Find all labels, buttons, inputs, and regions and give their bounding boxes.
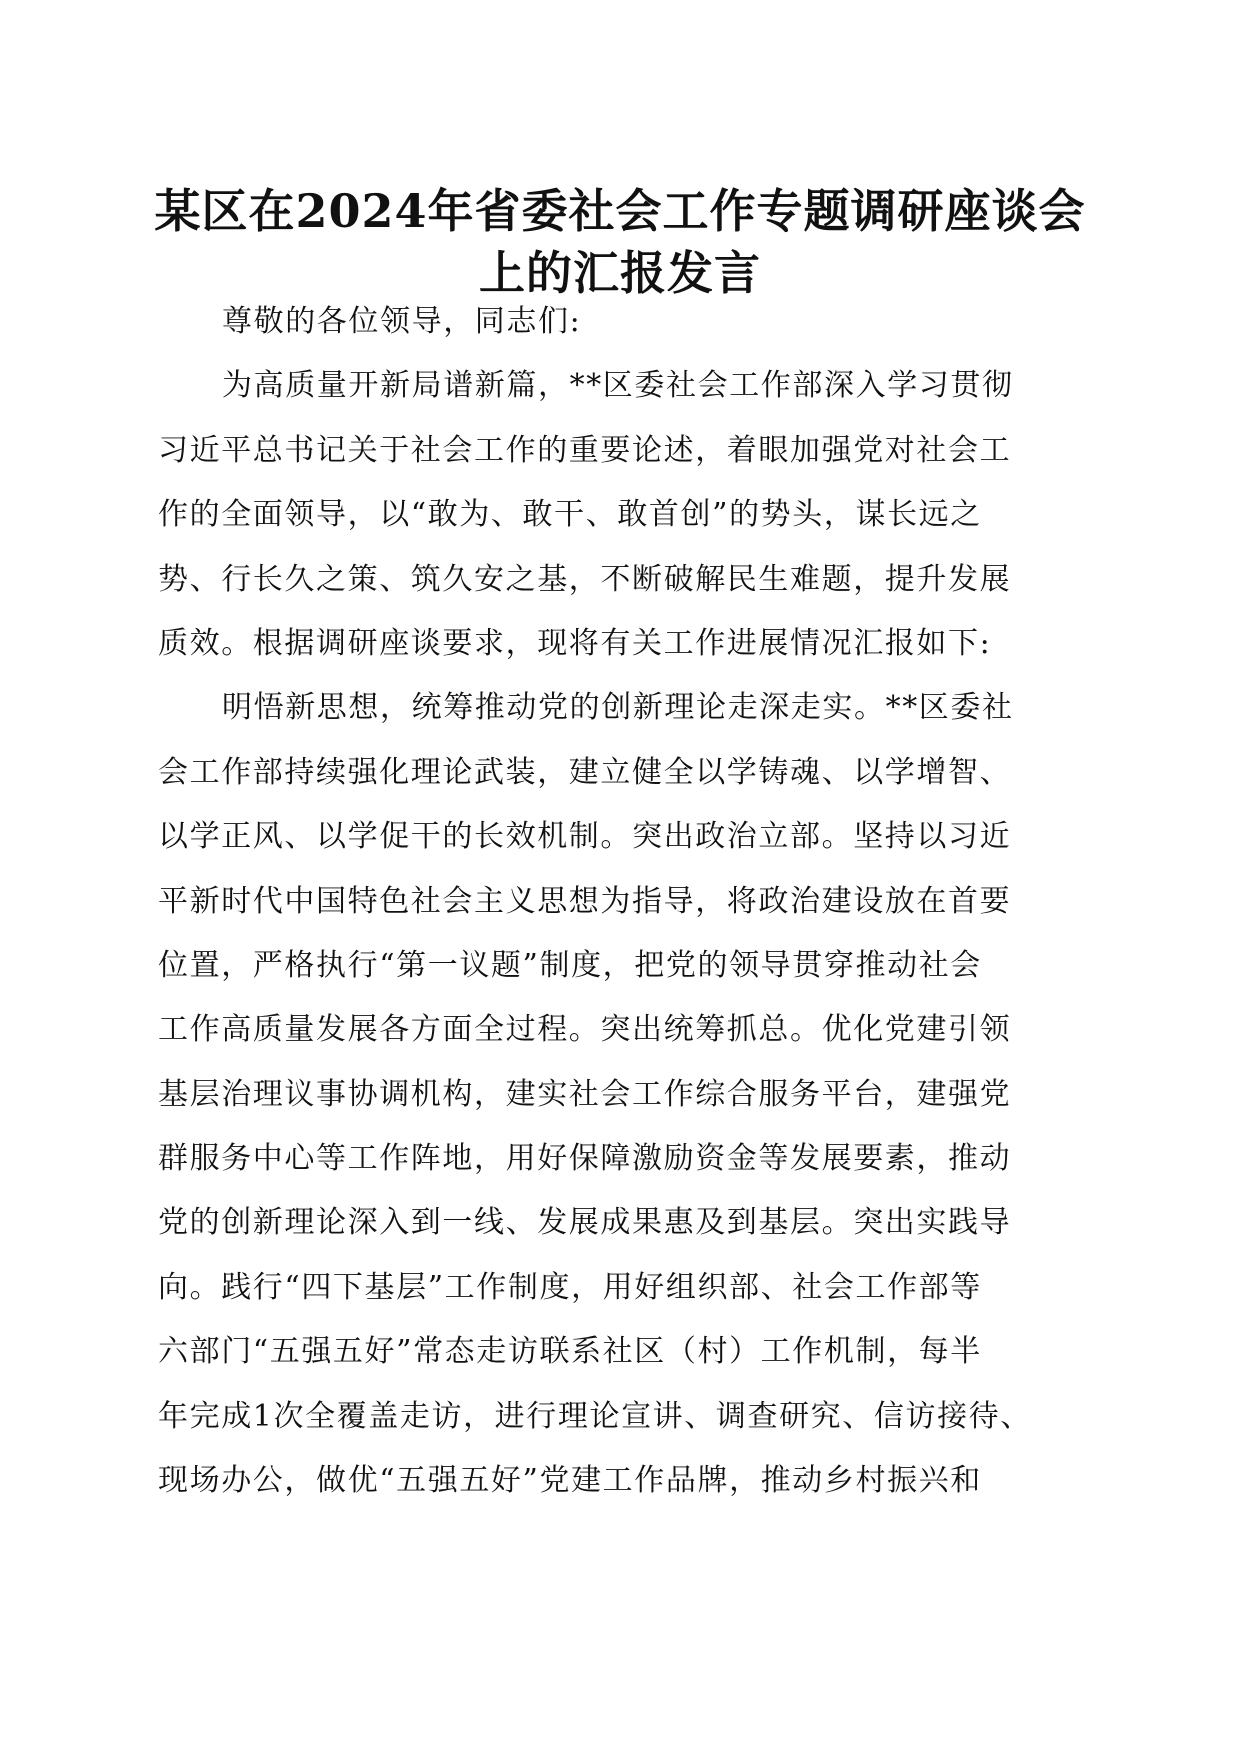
body-text-line: 势、行长久之策、筑久安之基，不断破解民生难题，提升发展 — [158, 561, 1012, 597]
body-text-line: 以学正风、以学促干的长效机制。突出政治立部。坚持以习近 — [158, 819, 1012, 855]
body-text-line: 作的全面领导，以“敢为、敢干、敢首创”的势头，谋长远之 — [158, 497, 982, 533]
body-text-line: 平新时代中国特色社会主义思想为指导，将政治建设放在首要 — [158, 883, 1012, 919]
body-text-line: 年完成1次全覆盖走访，进行理论宣讲、调查研究、信访接待、 — [158, 1398, 1032, 1434]
body-text-line: 党的创新理论深入到一线、发展成果惠及到基层。突出实践导 — [158, 1205, 1012, 1241]
body-text-line: 习近平总书记关于社会工作的重要论述，着眼加强党对社会工 — [158, 432, 1012, 468]
body-text-line: 群服务中心等工作阵地，用好保障激励资金等发展要素，推动 — [158, 1141, 1012, 1177]
body-text-line: 工作高质量发展各方面全过程。突出统筹抓总。优化党建引领 — [158, 1012, 1012, 1048]
body-text-line: 向。践行“四下基层”工作制度，用好组织部、社会工作部等 — [158, 1269, 982, 1305]
body-text-line: 明悟新思想，统筹推动党的创新理论走深走实。**区委社 — [222, 690, 1014, 726]
body-text-line: 尊敬的各位领导，同志们: — [222, 304, 582, 339]
body-text-line: 为高质量开新局谱新篇，**区委社会工作部深入学习贯彻 — [222, 368, 1014, 404]
title-line-1: 某区在2024年省委社会工作专题调研座谈会 — [154, 184, 1086, 238]
document-body — [158, 290, 1078, 1513]
body-text-line: 六部门“五强五好”常态走访联系社区（村）工作机制，每半 — [158, 1334, 982, 1370]
body-text-line: 会工作部持续强化理论武装，建立健全以学铸魂、以学增智、 — [158, 754, 1012, 790]
body-text-line: 基层治理议事协调机构，建实社会工作综合服务平台，建强党 — [158, 1076, 1012, 1112]
title-line-2: 上的汇报发言 — [479, 246, 761, 300]
body-text-line: 现场办公，做优“五强五好”党建工作品牌，推动乡村振兴和 — [158, 1463, 982, 1499]
body-text-line: 质效。根据调研座谈要求，现将有关工作进展情况汇报如下: — [158, 625, 992, 661]
document-title — [150, 180, 1090, 304]
body-text-line: 位置，严格执行“第一议题”制度，把党的领导贯穿推动社会 — [158, 947, 982, 983]
